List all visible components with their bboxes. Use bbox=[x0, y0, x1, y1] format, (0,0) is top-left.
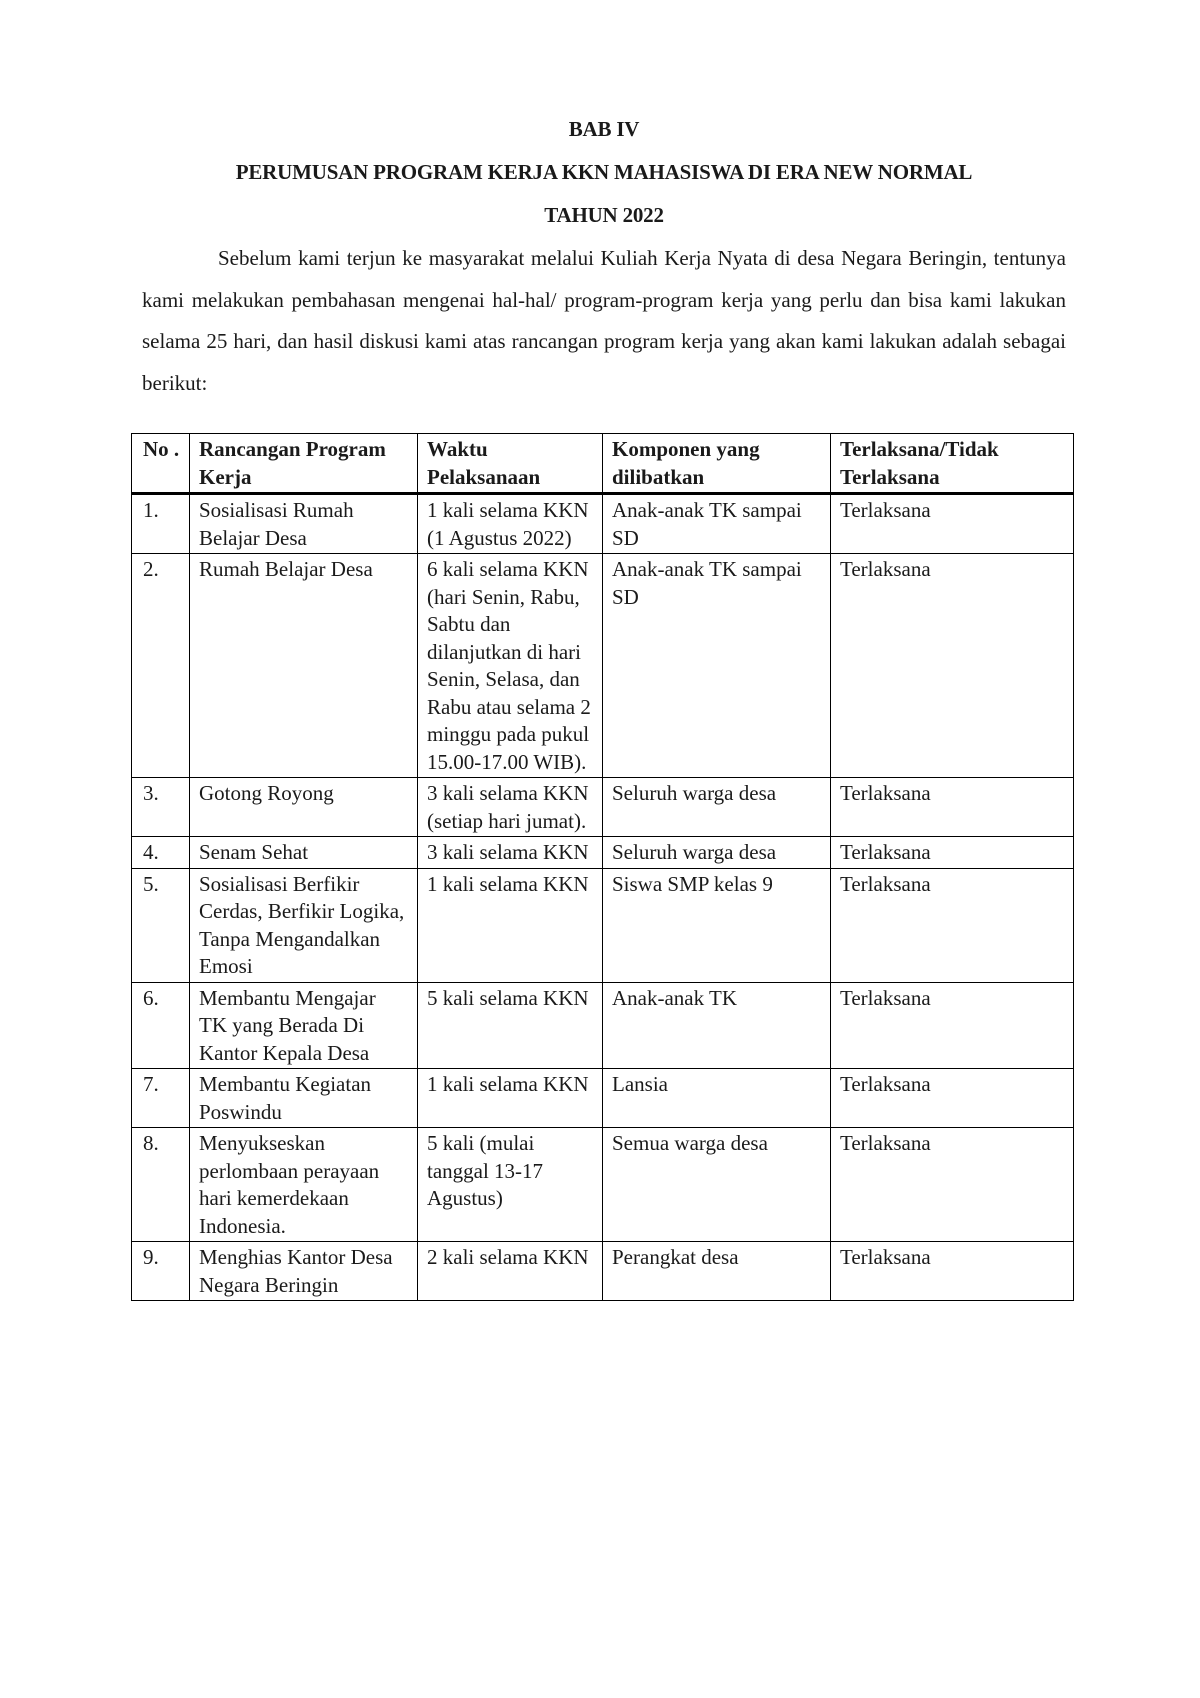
cell-no: 9. bbox=[132, 1242, 190, 1301]
cell-program: Membantu Mengajar TK yang Berada Di Kantor Kepala Desa bbox=[190, 982, 418, 1069]
cell-no: 4. bbox=[132, 837, 190, 869]
cell-no: 8. bbox=[132, 1128, 190, 1242]
cell-program: Senam Sehat bbox=[190, 837, 418, 869]
cell-time: 6 kali selama KKN (hari Senin, Rabu, Sabtu dan dilanjutkan di hari Senin, Selasa, dan Rabu atau selama 2 minggu pada pukul 15.00-17.00 WIB). bbox=[418, 554, 603, 778]
cell-time: 3 kali selama KKN (setiap hari jumat). bbox=[418, 778, 603, 837]
table-row bbox=[132, 982, 1074, 1069]
table-row bbox=[132, 778, 1074, 837]
table-row bbox=[132, 868, 1074, 982]
cell-program: Sosialisasi Rumah Belajar Desa bbox=[190, 494, 418, 554]
chapter-subtitle: PERUMUSAN PROGRAM KERJA KKN MAHASISWA DI ERA NEW NORMAL bbox=[235, 160, 973, 184]
chapter-year: TAHUN 2022 bbox=[544, 203, 664, 227]
cell-no: 2. bbox=[132, 554, 190, 778]
cell-time: 1 kali selama KKN bbox=[418, 1069, 603, 1128]
header-component: Komponen yang dilibatkan bbox=[603, 434, 831, 494]
cell-time: 3 kali selama KKN bbox=[418, 837, 603, 869]
table-header-row bbox=[132, 434, 1074, 494]
table-row bbox=[132, 1242, 1074, 1301]
cell-no: 1. bbox=[132, 494, 190, 554]
cell-program: Menghias Kantor Desa Negara Beringin bbox=[190, 1242, 418, 1301]
cell-component: Seluruh warga desa bbox=[603, 778, 831, 837]
cell-program: Gotong Royong bbox=[190, 778, 418, 837]
cell-program: Menyukseskan perlombaan perayaan hari kemerdekaan Indonesia. bbox=[190, 1128, 418, 1242]
cell-program: Membantu Kegiatan Poswindu bbox=[190, 1069, 418, 1128]
table-row bbox=[132, 554, 1074, 778]
cell-program: Rumah Belajar Desa bbox=[190, 554, 418, 778]
cell-status: Terlaksana bbox=[831, 982, 1074, 1069]
cell-no: 7. bbox=[132, 1069, 190, 1128]
table-row bbox=[132, 837, 1074, 869]
header-no: No . bbox=[132, 434, 190, 494]
cell-time: 5 kali selama KKN bbox=[418, 982, 603, 1069]
cell-component: Anak-anak TK bbox=[603, 982, 831, 1069]
cell-no: 6. bbox=[132, 982, 190, 1069]
cell-component: Seluruh warga desa bbox=[603, 837, 831, 869]
header-status: Terlaksana/Tidak Terlaksana bbox=[831, 434, 1074, 494]
header-program: Rancangan Program Kerja bbox=[190, 434, 418, 494]
cell-program: Sosialisasi Berfikir Cerdas, Berfikir Logika, Tanpa Mengandalkan Emosi bbox=[190, 868, 418, 982]
header-time: Waktu Pelaksanaan bbox=[418, 434, 603, 494]
cell-no: 5. bbox=[132, 868, 190, 982]
cell-component: Semua warga desa bbox=[603, 1128, 831, 1242]
program-table bbox=[131, 433, 1074, 1301]
cell-status: Terlaksana bbox=[831, 837, 1074, 869]
table-row bbox=[132, 1128, 1074, 1242]
cell-component: Siswa SMP kelas 9 bbox=[603, 868, 831, 982]
table-row bbox=[132, 494, 1074, 554]
table-row bbox=[132, 1069, 1074, 1128]
cell-component: Lansia bbox=[603, 1069, 831, 1128]
cell-status: Terlaksana bbox=[831, 1069, 1074, 1128]
cell-status: Terlaksana bbox=[831, 1242, 1074, 1301]
cell-status: Terlaksana bbox=[831, 1128, 1074, 1242]
cell-component: Anak-anak TK sampai SD bbox=[603, 554, 831, 778]
cell-status: Terlaksana bbox=[831, 494, 1074, 554]
cell-component: Anak-anak TK sampai SD bbox=[603, 494, 831, 554]
chapter-title: BAB IV bbox=[568, 117, 640, 141]
cell-time: 2 kali selama KKN bbox=[418, 1242, 603, 1301]
intro-paragraph: Sebelum kami terjun ke masyarakat melalui Kuliah Kerja Nyata di desa Negara Beringin, tentunya kami melakukan pembahasan mengenai hal-hal/ program-program kerja yang perlu dan bisa kami lakukan selama 25 hari, dan hasil diskusi kami atas rancangan program kerja yang akan kami lakukan adalah sebagai berikut: bbox=[142, 246, 1066, 395]
cell-status: Terlaksana bbox=[831, 554, 1074, 778]
cell-status: Terlaksana bbox=[831, 868, 1074, 982]
cell-time: 5 kali (mulai tanggal 13-17 Agustus) bbox=[418, 1128, 603, 1242]
cell-time: 1 kali selama KKN bbox=[418, 868, 603, 982]
cell-time: 1 kali selama KKN (1 Agustus 2022) bbox=[418, 494, 603, 554]
cell-status: Terlaksana bbox=[831, 778, 1074, 837]
cell-no: 3. bbox=[132, 778, 190, 837]
cell-component: Perangkat desa bbox=[603, 1242, 831, 1301]
